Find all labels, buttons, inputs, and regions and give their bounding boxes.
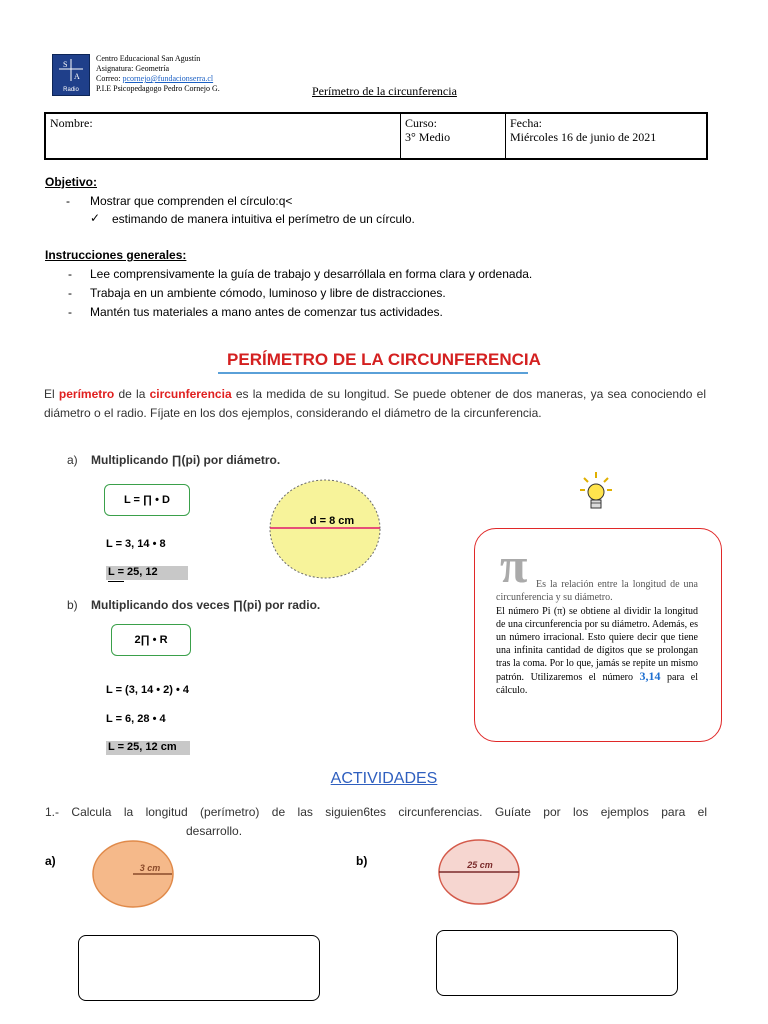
formula-b-box (111, 624, 191, 656)
method-a-step-1: L = 3, 14 • 8 (106, 538, 166, 550)
method-a-text: Multiplicando ∏(pi) por diámetro. (91, 453, 281, 467)
svg-text:S: S (63, 60, 68, 69)
intro-word-perimetro: perímetro (58, 387, 115, 401)
instr-dash-1: - (68, 267, 72, 281)
header-email-link[interactable]: pcornejo@fundacionserra.cl (122, 74, 214, 83)
formula-b: 2∏ • R (134, 634, 168, 646)
formula-a: L = ∏ • D (123, 494, 171, 506)
objetivo-heading: Objetivo: (45, 175, 98, 189)
header-email-line (96, 74, 213, 84)
exercise-b-label: b) (356, 854, 368, 868)
header-subject: Asignatura: Geometría (96, 64, 170, 73)
objetivo-item-2: estimando de manera intuitiva el perímetro de un círculo. (112, 212, 415, 226)
pi-definition: Es la relación entre la longitud de una circunferencia y su diámetro. (496, 579, 698, 603)
nombre-cell[interactable] (45, 113, 401, 159)
exercise-a-label: a) (45, 854, 56, 868)
actividades-title: ACTIVIDADES (330, 770, 438, 787)
curso-cell (401, 113, 506, 159)
intro-part-1: El (44, 387, 59, 401)
svg-text:A: A (74, 72, 80, 81)
instr-item-1: Lee comprensivamente la guía de trabajo y desarróllala en forma clara y ordenada. (90, 267, 533, 281)
method-b-label: b) (67, 598, 78, 612)
method-b-step-1: L = (3, 14 • 2) • 4 (106, 684, 190, 696)
info-table (44, 112, 708, 160)
circle-b-diameter-label: 25 cm (467, 860, 493, 870)
answer-box-a[interactable] (78, 935, 320, 1001)
pi-symbol-icon: π (500, 537, 528, 593)
school-logo (52, 54, 90, 96)
actividad-instruction-2: desarrollo. (186, 824, 243, 838)
method-a-step-2: L = 25, 12 (106, 566, 188, 580)
fecha-label: Fecha: (510, 116, 542, 130)
instr-item-3: Mantén tus materiales a mano antes de comenzar tus actividades. (90, 305, 443, 319)
intro-paragraph (44, 385, 706, 423)
main-title (0, 350, 768, 370)
circle-diagram-a (266, 477, 384, 581)
fecha-cell (506, 113, 708, 159)
curso-label: Curso: (405, 116, 438, 130)
circle-exercise-b (436, 838, 522, 908)
intro-part-3: es la medida de su longitud. Se puede obtener de dos maneras, ya sea conociendo el diámetro o el radio. Fíjate en los dos ejemplos, considerando el diámetro de la circunferencia. (44, 387, 706, 420)
pi-tail: para el cálculo. (496, 672, 698, 696)
method-b-step-3: L = 25, 12 cm (106, 741, 190, 755)
fecha-value: Miércoles 16 de junio de 2021 (510, 130, 657, 144)
document-title: Perímetro de la circunferencia (312, 84, 457, 98)
pi-body (496, 605, 698, 697)
header-email-label: Correo: (96, 74, 123, 83)
curso-value: 3° Medio (405, 130, 451, 144)
circle-a-label: d = 8 cm (309, 515, 355, 527)
instr-dash-2: - (68, 286, 72, 300)
objetivo-item-1: Mostrar que comprenden el círculo:q< (90, 194, 293, 208)
nombre-label: Nombre: (50, 116, 93, 130)
circle-exercise-a (90, 838, 176, 910)
method-b-text: Multiplicando dos veces ∏(pi) por radio. (91, 598, 321, 612)
method-a-label: a) (67, 453, 78, 467)
instrucciones-heading: Instrucciones generales: (45, 248, 187, 262)
checkmark-icon: ✓ (90, 211, 101, 225)
header-school: Centro Educacional San Agustín (96, 54, 201, 63)
answer-box-b[interactable] (436, 930, 678, 996)
circle-a-radius-label: 3 cm (139, 863, 161, 873)
objetivo-dash: - (66, 194, 70, 208)
instr-item-2: Trabaja en un ambiente cómodo, luminoso y libre de distracciones. (90, 286, 446, 300)
pi-body-text: El número Pi (π) se obtiene al dividir la longitud de una circunferencia por su diámetro. Además, es un número irracional. Esto quiere decir que tiene una infinita cantidad de dígitos que se prolongan tras la coma. Por lo que, jamás se repite un mismo patrón. Utilizaremos el número (496, 606, 698, 683)
formula-a-box (104, 484, 190, 516)
intro-word-circunferencia: circunferencia (149, 387, 232, 401)
actividad-instruction: 1.- Calcula la longitud (perímetro) de las siguien6tes circunferencias. Guíate por los ejemplos para el (45, 805, 707, 819)
method-b-step-2: L = 6, 28 • 4 (106, 713, 166, 725)
header-teacher: P.I.E Psicopedagogo Pedro Cornejo G. (96, 84, 220, 93)
main-title-text: PERÍMETRO DE LA CIRCUNFERENCIA (227, 350, 541, 369)
instr-dash-3: - (68, 305, 72, 319)
logo-text: Radio (63, 87, 79, 93)
lightbulb-icon (579, 470, 613, 514)
step-underline (108, 581, 124, 582)
intro-part-2: de la (114, 387, 150, 401)
pi-value: 3,14 (639, 669, 661, 683)
